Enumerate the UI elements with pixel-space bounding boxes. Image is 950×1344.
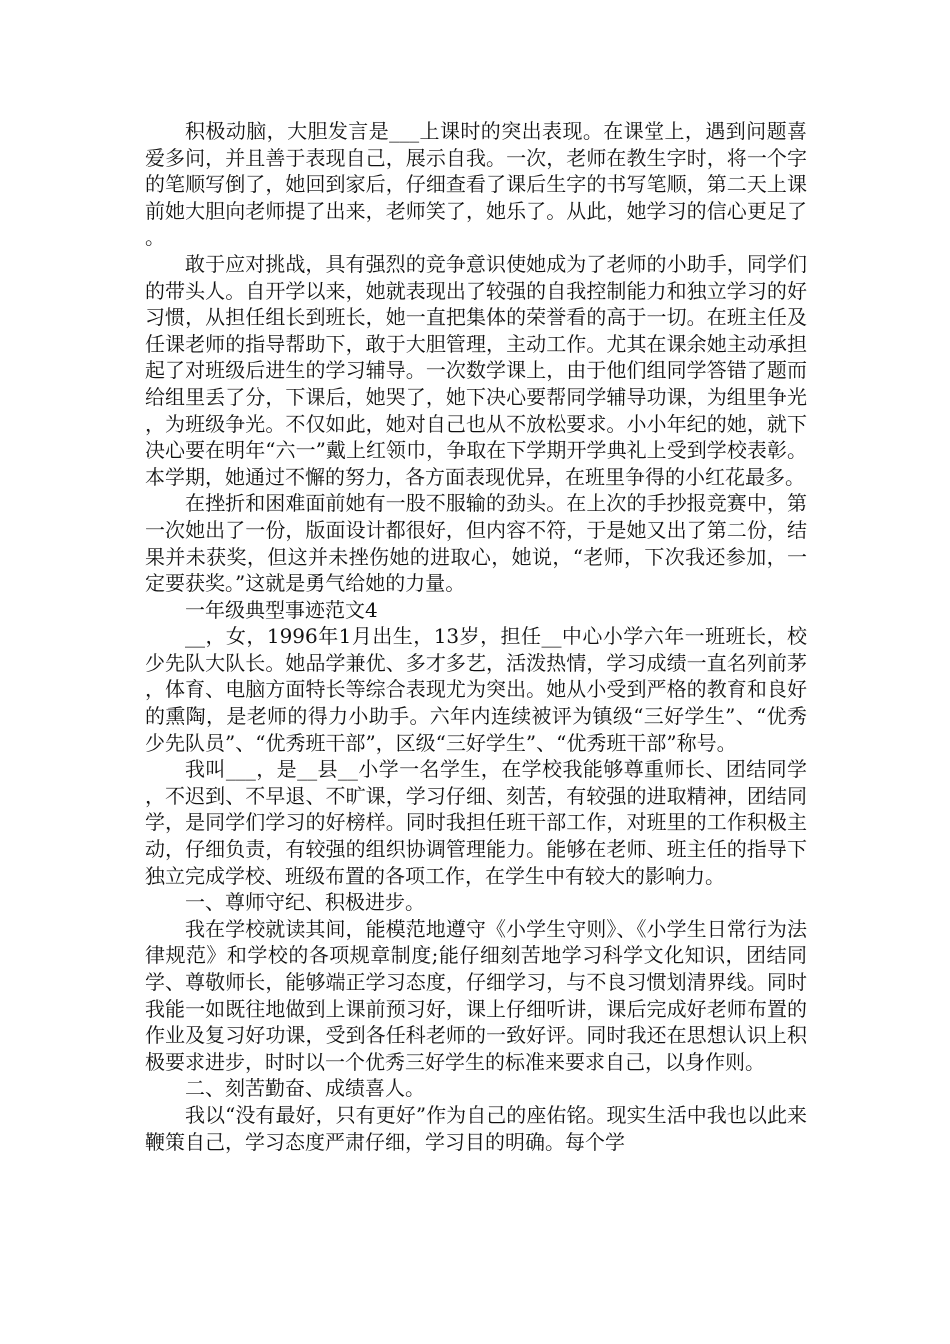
paragraph-7: 我以“没有最好，只有更好”作为自己的座佑铭。现实生活中我也以此来鞭策自己，学习态度严肃仔细，学习目的明确。每个学 bbox=[145, 1102, 807, 1154]
subheading-1: 一、尊师守纪、积极进步。 bbox=[185, 890, 425, 915]
paragraph-1: 积极动脑，大胆发言是___上课时的突出表现。在课堂上，遇到问题喜爱多问，并且善于表现自己，展示自我。一次，老师在教生字时，将一个字的笔顺写倒了，她回到家后，仔细查看了课后生字的书写笔顺，第二天上课前她大胆向老师提了出来，老师笑了，她乐了。从此，她学习的信心更足了。 bbox=[145, 119, 807, 250]
paragraph-2: 敢于应对挑战，具有强烈的竞争意识使她成为了老师的小助手，同学们的带头人。自开学以来，她就表现出了较强的自我控制能力和独立学习的好习惯，从担任组长到班长，她一直把集体的荣誉看的高于一切。在班主任及任课老师的指导帮助下，敢于大胆管理，主动工作。尤其在课余她主动承担起了对班级后进生的学习辅导。一次数学课上，由于他们组同学答错了题而给组里丢了分，下课后，她哭了，她下决心要帮同学辅导功课，为组里争光，为班级争光。不仅如此，她对自己也从不放松要求。小小年纪的她，就下决心要在明年“六一”戴上红领巾，争取在下学期开学典礼上受到学校表彰。本学期，她通过不懈的努力，各方面表现优异，在班里争得的小红花最多。 bbox=[145, 251, 807, 489]
document-body bbox=[145, 118, 807, 1155]
paragraph-6: 我在学校就读其间，能模范地遵守《小学生守则》、《小学生日常行为法律规范》和学校的各项规章制度;能仔细刻苦地学习科学文化知识，团结同学、尊敬师长，能够端正学习态度，仔细学习，与不良习惯划清界线。同时我能一如既往地做到上课前预习好，课上仔细听讲，课后完成好老师布置的作业及复习好功课，受到各任科老师的一致好评。同时我还在思想认识上积极要求进步，时时以一个优秀三好学生的标准来要求自己，以身作则。 bbox=[145, 916, 807, 1074]
paragraph-5: 我叫___，是__县__小学一名学生，在学校我能够尊重师长、团结同学，不迟到、不早退、不旷课，学习仔细、刻苦，有较强的进取精神，团结同学，是同学们学习的好榜样。同时我担任班干部工作，对班里的工作积极主动，仔细负责，有较强的组织协调管理能力。能够在老师、班主任的指导下独立完成学校、班级布置的各项工作，在学生中有较大的影响力。 bbox=[145, 757, 807, 888]
paragraph-3: 在挫折和困难面前她有一股不服输的劲头。在上次的手抄报竞赛中，第一次她出了一份，版面设计都很好，但内容不符，于是她又出了第二份，结果并未获奖，但这并未挫伤她的进取心，她说，“老师，下次我还参加，一定要获奖。”这就是勇气给她的力量。 bbox=[145, 491, 807, 596]
paragraph-4: __，女，1996年1月出生，13岁，担任__中心小学六年一班班长，校少先队大队长。她品学兼优、多才多艺，活泼热情，学习成绩一直名列前茅，体育、电脑方面特长等综合表现尤为突出。她从小受到严格的教育和良好的熏陶，是老师的得力小助手。六年内连续被评为镇级“三好学生”、“优秀少先队员”、“优秀班干部”，区级“三好学生”、“优秀班干部”称号。 bbox=[145, 624, 807, 755]
subheading-2: 二、刻苦勤奋、成绩喜人。 bbox=[185, 1076, 425, 1101]
section-heading-example-4: 一年级典型事迹范文4 bbox=[185, 597, 378, 622]
